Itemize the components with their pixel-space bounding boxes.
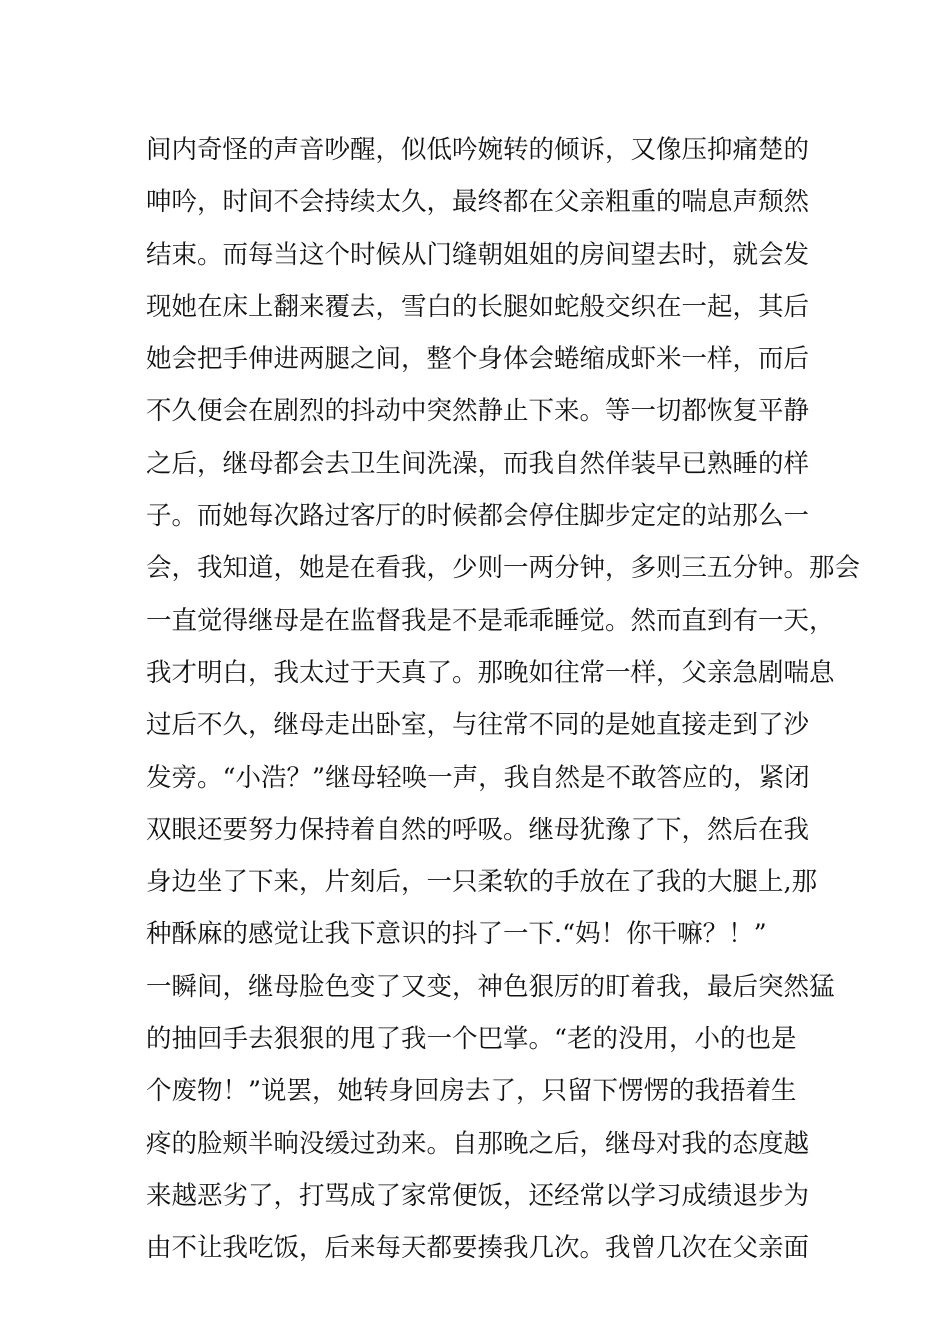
text-line: 不久便会在剧烈的抖动中突然静止下来。等一切都恢复平静 <box>146 396 810 427</box>
text-line: 结束。而每当这个时候从门缝朝姐姐的房间望去时，就会发 <box>146 239 810 270</box>
text-line: 疼的脸颊半晌没缓过劲来。自那晚之后，继母对我的态度越 <box>146 1128 810 1159</box>
text-line: 间内奇怪的声音吵醒，似低吟婉转的倾诉，又像压抑痛楚的 <box>146 135 810 165</box>
text-line: 会，我知道，她是在看我，少则一两分钟，多则三五分钟。那会 <box>146 553 861 584</box>
text-line: 的抽回手去狠狠的甩了我一个巴掌。“老的没用，小的也是 <box>146 1024 797 1055</box>
text-line: 她会把手伸进两腿之间，整个身体会蜷缩成虾米一样，而后 <box>146 344 810 375</box>
text-line: 我才明白，我太过于天真了。那晚如往常一样，父亲急剧喘息 <box>146 657 835 688</box>
text-line: 双眼还要努力保持着自然的呼吸。继母犹豫了下，然后在我 <box>146 814 810 845</box>
text-line: 来越恶劣了，打骂成了家常便饭，还经常以学习成绩退步为 <box>146 1180 810 1211</box>
text-line: 呻吟，时间不会持续太久，最终都在父亲粗重的喘息声颓然 <box>146 187 810 218</box>
text-line: 由不让我吃饭，后来每天都要揍我几次。我曾几次在父亲面 <box>146 1233 810 1264</box>
text-line: 过后不久，继母走出卧室，与往常不同的是她直接走到了沙 <box>146 710 810 741</box>
text-line: 之后，继母都会去卫生间洗澡，而我自然佯装早已熟睡的样 <box>146 448 810 479</box>
text-line: 现她在床上翻来覆去，雪白的长腿如蛇般交织在一起，其后 <box>146 291 810 322</box>
text-line: 发旁。“小浩？”继母轻唤一声，我自然是不敢答应的，紧闭 <box>146 762 810 793</box>
text-line: 种酥麻的感觉让我下意识的抖了一下.“妈！你干嘛？！” <box>146 919 767 950</box>
body-text <box>146 124 861 1275</box>
text-line: 一瞬间，继母脸色变了又变，神色狠厉的盯着我，最后突然猛 <box>146 971 835 1002</box>
text-line: 个废物！”说罢，她转身回房去了，只留下愣愣的我捂着生 <box>146 1076 797 1107</box>
text-line: 子。而她每次路过客厅的时候都会停住脚步定定的站那么一 <box>146 501 810 532</box>
text-line: 一直觉得继母是在监督我是不是乖乖睡觉。然而直到有一天， <box>146 605 835 636</box>
text-line: 身边坐了下来，片刻后，一只柔软的手放在了我的大腿上,那 <box>146 867 818 898</box>
